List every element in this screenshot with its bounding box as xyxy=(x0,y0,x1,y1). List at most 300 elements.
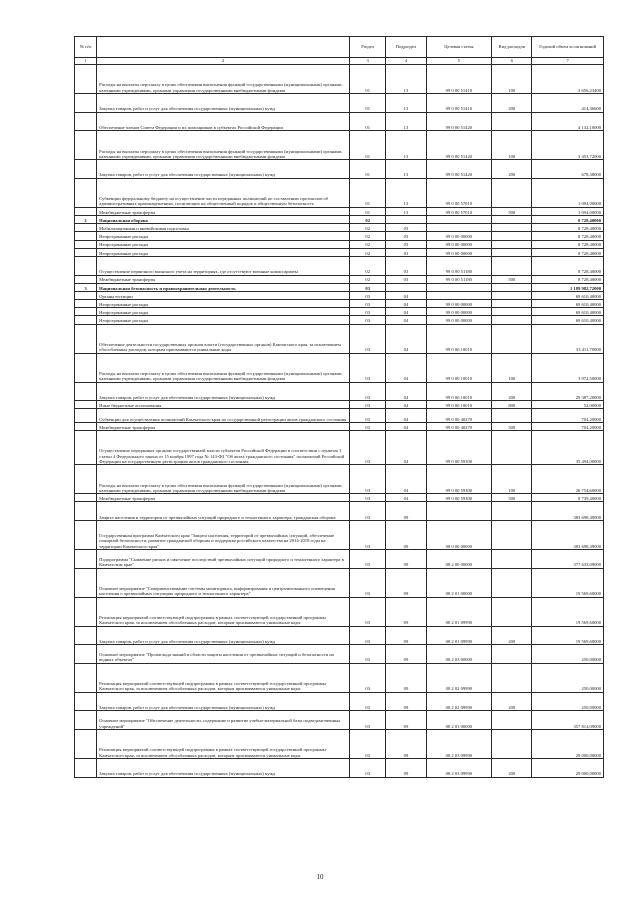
row-section: 03 xyxy=(350,692,386,711)
row-subsection: 04 xyxy=(386,465,426,494)
row-section: 01 xyxy=(350,207,386,215)
row-kind: 100 xyxy=(492,465,532,494)
row-kind xyxy=(492,711,532,730)
header-kind: Вид расходов xyxy=(492,37,532,58)
table-row xyxy=(75,275,604,283)
row-article: 99 0 00 51180 xyxy=(426,275,491,283)
row-name: Основное мероприятие "Совершенствование системы мониторинга, информирования и централизованного оповещения населения о чрезвычайных ситуациях природного и техногенного характера" xyxy=(97,568,350,597)
row-number xyxy=(75,94,97,113)
row-name: Основное мероприятие "Обеспечение деятельности, содержание и развитие учебно-материальной базы подведомственных учреждений" xyxy=(97,711,350,730)
row-number xyxy=(75,324,97,353)
row-kind: 200 xyxy=(492,94,532,113)
table-row xyxy=(75,256,604,275)
row-article: 99 0 00 10010 xyxy=(426,353,491,382)
row-sum: 8 728,40000 xyxy=(532,232,604,240)
row-section: 03 xyxy=(350,283,386,291)
row-kind xyxy=(492,308,532,316)
row-number xyxy=(75,465,97,494)
row-section: 03 xyxy=(350,494,386,502)
row-sum: 704,20000 xyxy=(532,422,604,430)
row-kind xyxy=(492,248,532,256)
row-article: 08 2 01 09990 xyxy=(426,626,491,645)
row-number xyxy=(75,758,97,777)
row-sum: 29 387,20000 xyxy=(532,382,604,401)
header-name xyxy=(97,37,350,58)
row-kind xyxy=(492,283,532,291)
row-subsection: 09 xyxy=(386,645,426,664)
row-sum: 383 698,49000 xyxy=(532,502,604,521)
row-sum: 3 972,50000 xyxy=(532,353,604,382)
row-sum: 383 698,49000 xyxy=(532,520,604,549)
row-sum: 8 728,40000 xyxy=(532,215,604,223)
row-section: 03 xyxy=(350,568,386,597)
row-subsection: 09 xyxy=(386,520,426,549)
row-name: Непрограммные расходы xyxy=(97,232,350,240)
row-name: Национальная безопасность и правоохранительная деятельность xyxy=(97,283,350,291)
row-sum: 69 610,40000 xyxy=(532,316,604,324)
row-kind xyxy=(492,316,532,324)
table-row xyxy=(75,626,604,645)
row-number xyxy=(75,597,97,626)
row-section: 03 xyxy=(350,382,386,401)
row-section: 03 xyxy=(350,401,386,409)
table-row xyxy=(75,112,604,131)
row-article: 99 0 00 00000 xyxy=(426,232,491,240)
row-name: Основное мероприятие "Пропаганда знаний в области защиты населения от чрезвычайных ситуаций и безопасности на водных объектах" xyxy=(97,645,350,664)
row-section: 03 xyxy=(350,300,386,308)
table-row xyxy=(75,422,604,430)
row-number xyxy=(75,316,97,324)
row-section: 03 xyxy=(350,645,386,664)
row-article xyxy=(426,502,491,521)
row-kind xyxy=(492,300,532,308)
column-number: 5 xyxy=(426,58,491,65)
row-subsection: 03 xyxy=(386,256,426,275)
row-kind xyxy=(492,645,532,664)
row-number xyxy=(75,300,97,308)
row-name: Закупка товаров, работ и услуг для обеспечения государственных (муниципальных) нужд xyxy=(97,758,350,777)
row-sum: 1 094,00000 xyxy=(532,207,604,215)
row-kind: 200 xyxy=(492,626,532,645)
row-sum: 678,38000 xyxy=(532,160,604,179)
row-article: 99 0 00 00000 xyxy=(426,248,491,256)
row-section: 03 xyxy=(350,422,386,430)
table-row xyxy=(75,324,604,353)
row-article: 99 0 00 51180 xyxy=(426,256,491,275)
row-article: 99 0 00 57010 xyxy=(426,178,491,207)
row-number xyxy=(75,663,97,692)
row-name: Реализация мероприятий соответствующей подпрограммы в рамках соответствующей государственной программы Камчатского края, за исключением обособленных расходов, которым присваиваются уникальные коды xyxy=(97,729,350,758)
row-subsection: 09 xyxy=(386,597,426,626)
row-section: 02 xyxy=(350,215,386,223)
row-article: 08 2 01 00000 xyxy=(426,568,491,597)
row-number xyxy=(75,382,97,401)
row-sum: 19 569,60000 xyxy=(532,626,604,645)
row-article: 99 0 00 51420 xyxy=(426,160,491,179)
row-section: 02 xyxy=(350,275,386,283)
row-number xyxy=(75,711,97,730)
table-row xyxy=(75,692,604,711)
row-kind: 800 xyxy=(492,401,532,409)
row-article: 08 2 02 09990 xyxy=(426,663,491,692)
row-name: Непрограммные расходы xyxy=(97,240,350,248)
column-number: 6 xyxy=(492,58,532,65)
header-num: № п/п xyxy=(75,37,97,58)
row-number xyxy=(75,131,97,160)
row-article: 99 0 00 10010 xyxy=(426,401,491,409)
row-kind xyxy=(492,430,532,464)
row-article: 99 0 00 10010 xyxy=(426,324,491,353)
row-article: 99 0 00 51420 xyxy=(426,131,491,160)
row-subsection: 13 xyxy=(386,178,426,207)
page-number: 10 xyxy=(316,873,324,881)
row-kind: 500 xyxy=(492,275,532,283)
row-article: 99 0 00 40270 xyxy=(426,422,491,430)
row-kind xyxy=(492,232,532,240)
row-number xyxy=(75,645,97,664)
row-kind: 200 xyxy=(492,758,532,777)
row-name: Подпрограмма "Снижение рисков и смягчение последствий чрезвычайных ситуаций природного и техногенного характера в Камчатском крае" xyxy=(97,549,350,568)
row-name: Расходы на выплаты персоналу в целях обеспечения выполнения функций государственными (муниципальными) органами, казенными учреждениями, органами управления государственными внебюджетными фондами xyxy=(97,131,350,160)
row-name: Субвенции для осуществления полномочий Камчатского края по государственной регистрации актов гражданского состояния xyxy=(97,409,350,422)
row-section: 03 xyxy=(350,520,386,549)
table-row xyxy=(75,494,604,502)
row-sum: 250,00000 xyxy=(532,645,604,664)
table-row xyxy=(75,224,604,232)
row-article: 99 0 00 00000 xyxy=(426,300,491,308)
row-sum: 19 569,60000 xyxy=(532,597,604,626)
row-section: 01 xyxy=(350,65,386,94)
row-kind xyxy=(492,112,532,131)
row-subsection: 13 xyxy=(386,160,426,179)
row-kind: 200 xyxy=(492,382,532,401)
row-name: Закупка товаров, работ и услуг для обеспечения государственных (муниципальных) нужд xyxy=(97,160,350,179)
row-number xyxy=(75,729,97,758)
row-name: Обеспечение деятельности государственных органов власти (государственных органов) Камчатского края, за исключением обособленных расходов, которым присваиваются уникальные коды xyxy=(97,324,350,353)
row-article: 08 2 03 00000 xyxy=(426,711,491,730)
row-sum: 377 633,09000 xyxy=(532,549,604,568)
row-kind xyxy=(492,409,532,422)
row-sum: 52,00000 xyxy=(532,401,604,409)
row-article: 99 0 00 00000 xyxy=(426,316,491,324)
row-sum: 1 094,00000 xyxy=(532,178,604,207)
row-number: 2 xyxy=(75,215,97,223)
row-subsection: 04 xyxy=(386,300,426,308)
row-article: 08 2 03 00000 xyxy=(426,645,491,664)
column-number: 1 xyxy=(75,58,97,65)
table-row xyxy=(75,232,604,240)
row-kind: 500 xyxy=(492,422,532,430)
row-subsection: 04 xyxy=(386,409,426,422)
row-number xyxy=(75,568,97,597)
row-section: 01 xyxy=(350,160,386,179)
row-name: Непрограммные расходы xyxy=(97,248,350,256)
table-row xyxy=(75,401,604,409)
table-row xyxy=(75,430,604,464)
row-article: 99 0 00 10010 xyxy=(426,382,491,401)
table-row xyxy=(75,729,604,758)
row-sum: 69 610,40000 xyxy=(532,291,604,299)
row-name: Реализация мероприятий соответствующей подпрограммы в рамках соответствующей государственной программы Камчатского края, за исключением обособленных расходов, которым присваиваются уникальные коды xyxy=(97,663,350,692)
row-name: Органы юстиции xyxy=(97,291,350,299)
row-subsection: 09 xyxy=(386,711,426,730)
row-kind xyxy=(492,568,532,597)
row-number xyxy=(75,409,97,422)
row-sum: 704,20000 xyxy=(532,409,604,422)
column-number: 2 xyxy=(97,58,350,65)
row-article xyxy=(426,291,491,299)
row-section: 03 xyxy=(350,549,386,568)
table-row xyxy=(75,465,604,494)
row-name: Иные бюджетные ассигнования xyxy=(97,401,350,409)
row-sum: 1 189 982,72000 xyxy=(532,283,604,291)
row-name: Расходы на выплаты персоналу в целях обеспечения выполнения функций государственными (муниципальными) органами, казенными учреждениями, органами управления государственными внебюджетными фондами xyxy=(97,465,350,494)
row-section: 03 xyxy=(350,324,386,353)
row-subsection xyxy=(386,215,426,223)
table-row xyxy=(75,568,604,597)
row-number xyxy=(75,207,97,215)
row-article: 99 0 00 51410 xyxy=(426,65,491,94)
row-section: 03 xyxy=(350,465,386,494)
row-kind: 500 xyxy=(492,207,532,215)
table-row xyxy=(75,316,604,324)
row-section: 03 xyxy=(350,711,386,730)
row-subsection: 04 xyxy=(386,291,426,299)
row-sum: 35 494,00000 xyxy=(532,430,604,464)
row-sum: 33 411,70000 xyxy=(532,324,604,353)
header-subsection: Подраздел xyxy=(386,37,426,58)
row-kind: 100 xyxy=(492,65,532,94)
row-subsection: 13 xyxy=(386,112,426,131)
row-sum: 4 132,10000 xyxy=(532,112,604,131)
row-number xyxy=(75,626,97,645)
row-section: 02 xyxy=(350,256,386,275)
table-row xyxy=(75,382,604,401)
row-name: Расходы на выплаты персоналу в целях обеспечения выполнения функций государственными (муниципальными) органами, казенными учреждениями, органами управления государственными внебюджетными фондами xyxy=(97,353,350,382)
row-name: Непрограммные расходы xyxy=(97,316,350,324)
row-name: Государственная программа Камчатского края "Защита населения, территорий от чрезвычайных ситуаций, обеспечение пожарной безопасности, развитие гражданской обороны и поддержка российского казачества на 2014-2018 годы на территории Камчатского края" xyxy=(97,520,350,549)
row-kind xyxy=(492,502,532,521)
row-article: 99 0 00 59300 xyxy=(426,430,491,464)
row-section: 02 xyxy=(350,248,386,256)
table-row xyxy=(75,215,604,223)
row-name: Реализация мероприятий соответствующей подпрограммы в рамках соответствующей государственной программы Камчатского края, за исключением обособленных расходов, которым присваиваются уникальные коды xyxy=(97,597,350,626)
row-section: 03 xyxy=(350,353,386,382)
row-article: 99 0 00 40270 xyxy=(426,409,491,422)
row-name: Межбюджетные трансферты xyxy=(97,494,350,502)
row-section: 02 xyxy=(350,224,386,232)
row-article: 99 0 00 51420 xyxy=(426,112,491,131)
budget-table xyxy=(74,36,604,778)
table-row xyxy=(75,597,604,626)
row-section: 03 xyxy=(350,291,386,299)
row-number xyxy=(75,291,97,299)
table-row xyxy=(75,65,604,94)
row-article: 08 2 02 09990 xyxy=(426,692,491,711)
table-row xyxy=(75,645,604,664)
row-number xyxy=(75,549,97,568)
row-sum: 250,00000 xyxy=(532,692,604,711)
row-name: Закупка товаров, работ и услуг для обеспечения государственных (муниципальных) нужд xyxy=(97,692,350,711)
column-number: 4 xyxy=(386,58,426,65)
column-number-row xyxy=(75,58,604,65)
table-row xyxy=(75,248,604,256)
row-kind: 200 xyxy=(492,160,532,179)
row-kind: 200 xyxy=(492,692,532,711)
row-name: Непрограммные расходы xyxy=(97,308,350,316)
row-kind xyxy=(492,256,532,275)
table-row xyxy=(75,300,604,308)
row-name: Межбюджетные трансферты xyxy=(97,207,350,215)
row-subsection: 04 xyxy=(386,382,426,401)
row-subsection: 09 xyxy=(386,729,426,758)
row-kind xyxy=(492,520,532,549)
row-subsection: 04 xyxy=(386,422,426,430)
row-article: 08 0 00 00000 xyxy=(426,520,491,549)
row-name: Межбюджетные трансферты xyxy=(97,275,350,283)
row-kind xyxy=(492,549,532,568)
row-subsection: 13 xyxy=(386,94,426,113)
row-kind xyxy=(492,291,532,299)
row-sum: 414,36600 xyxy=(532,94,604,113)
row-section: 03 xyxy=(350,663,386,692)
row-section: 03 xyxy=(350,729,386,758)
row-section: 01 xyxy=(350,178,386,207)
row-subsection xyxy=(386,283,426,291)
row-number xyxy=(75,502,97,521)
row-section: 03 xyxy=(350,409,386,422)
table-row xyxy=(75,178,604,207)
row-article: 99 0 00 00000 xyxy=(426,240,491,248)
table-row xyxy=(75,353,604,382)
row-name: Закупка товаров, работ и услуг для обеспечения государственных (муниципальных) нужд xyxy=(97,94,350,113)
table-header-row xyxy=(75,37,604,58)
row-subsection: 04 xyxy=(386,401,426,409)
row-kind xyxy=(492,178,532,207)
row-subsection: 13 xyxy=(386,65,426,94)
row-sum: 357 814,09000 xyxy=(532,711,604,730)
row-subsection: 04 xyxy=(386,316,426,324)
row-subsection: 04 xyxy=(386,494,426,502)
row-number xyxy=(75,308,97,316)
row-sum: 3 656,23400 xyxy=(532,65,604,94)
row-name: Расходы на выплаты персоналу в целях обеспечения выполнения функций государственными (муниципальными) органами, казенными учреждениями, органами управления государственными внебюджетными фондами xyxy=(97,65,350,94)
table-row xyxy=(75,291,604,299)
row-kind xyxy=(492,224,532,232)
row-section: 03 xyxy=(350,430,386,464)
row-number xyxy=(75,65,97,94)
row-sum: 250,00000 xyxy=(532,663,604,692)
row-number xyxy=(75,224,97,232)
row-subsection: 04 xyxy=(386,353,426,382)
header-article: Целевая статья xyxy=(426,37,491,58)
row-subsection: 03 xyxy=(386,240,426,248)
row-number: 3 xyxy=(75,283,97,291)
row-name: Закупка товаров, работ и услуг для обеспечения государственных (муниципальных) нужд xyxy=(97,626,350,645)
row-article: 08 2 01 09990 xyxy=(426,597,491,626)
row-number xyxy=(75,160,97,179)
row-number xyxy=(75,422,97,430)
table-row xyxy=(75,240,604,248)
row-name: Межбюджетные трансферты xyxy=(97,422,350,430)
row-kind xyxy=(492,215,532,223)
header-sum: Годовой объем ассигнований xyxy=(532,37,604,58)
row-sum: 8 728,40000 xyxy=(532,256,604,275)
row-number xyxy=(75,430,97,464)
row-sum: 26 754,60000 xyxy=(532,465,604,494)
table-row xyxy=(75,160,604,179)
row-section: 03 xyxy=(350,308,386,316)
row-number xyxy=(75,240,97,248)
table-row xyxy=(75,308,604,316)
row-number xyxy=(75,692,97,711)
row-subsection: 13 xyxy=(386,131,426,160)
row-name: Закупка товаров, работ и услуг для обеспечения государственных (муниципальных) нужд xyxy=(97,382,350,401)
table-row xyxy=(75,502,604,521)
row-article: 08 2 03 09990 xyxy=(426,729,491,758)
row-subsection: 09 xyxy=(386,758,426,777)
row-name: Осуществление переданных органам государственной власти субъектов Российской Федерации в соответствии с пунктом 1 статьи 4 Федерального закона от 15 ноября 1997 года № 143-ФЗ "Об актах гражданского состояния" полномочий Российской Федерации на государственную регистрацию актов гражданского состояния xyxy=(97,430,350,464)
row-name: Мобилизационная и вневойсковая подготовка xyxy=(97,224,350,232)
row-article: 99 0 00 51410 xyxy=(426,94,491,113)
row-kind xyxy=(492,663,532,692)
row-sum: 19 569,60000 xyxy=(532,568,604,597)
row-article: 08 2 00 00000 xyxy=(426,549,491,568)
row-kind: 100 xyxy=(492,131,532,160)
row-subsection: 04 xyxy=(386,324,426,353)
header-section: Раздел xyxy=(350,37,386,58)
row-subsection: 03 xyxy=(386,232,426,240)
row-section: 01 xyxy=(350,112,386,131)
row-sum: 29 000,00000 xyxy=(532,729,604,758)
row-subsection: 09 xyxy=(386,502,426,521)
row-subsection: 09 xyxy=(386,692,426,711)
row-article: 99 0 00 59300 xyxy=(426,494,491,502)
table-row xyxy=(75,711,604,730)
row-subsection: 09 xyxy=(386,663,426,692)
row-number xyxy=(75,232,97,240)
row-sum: 8 739,40000 xyxy=(532,494,604,502)
row-subsection: 09 xyxy=(386,568,426,597)
row-article xyxy=(426,224,491,232)
table-row xyxy=(75,758,604,777)
row-name: Национальная оборона xyxy=(97,215,350,223)
row-kind xyxy=(492,324,532,353)
column-number: 3 xyxy=(350,58,386,65)
table-row xyxy=(75,520,604,549)
row-sum: 8 728,40000 xyxy=(532,275,604,283)
row-kind xyxy=(492,729,532,758)
row-article: 99 0 00 57010 xyxy=(426,207,491,215)
row-number xyxy=(75,256,97,275)
row-kind: 100 xyxy=(492,353,532,382)
row-number xyxy=(75,494,97,502)
row-sum: 69 610,40000 xyxy=(532,300,604,308)
row-article: 99 0 00 59300 xyxy=(426,465,491,494)
table-row xyxy=(75,549,604,568)
table-body xyxy=(75,65,604,778)
table-row xyxy=(75,283,604,291)
row-sum: 3 453,72000 xyxy=(532,131,604,160)
row-kind xyxy=(492,597,532,626)
row-section: 03 xyxy=(350,597,386,626)
row-number xyxy=(75,178,97,207)
row-subsection: 04 xyxy=(386,308,426,316)
row-number xyxy=(75,353,97,382)
table-row xyxy=(75,94,604,113)
row-number xyxy=(75,520,97,549)
row-section: 03 xyxy=(350,502,386,521)
